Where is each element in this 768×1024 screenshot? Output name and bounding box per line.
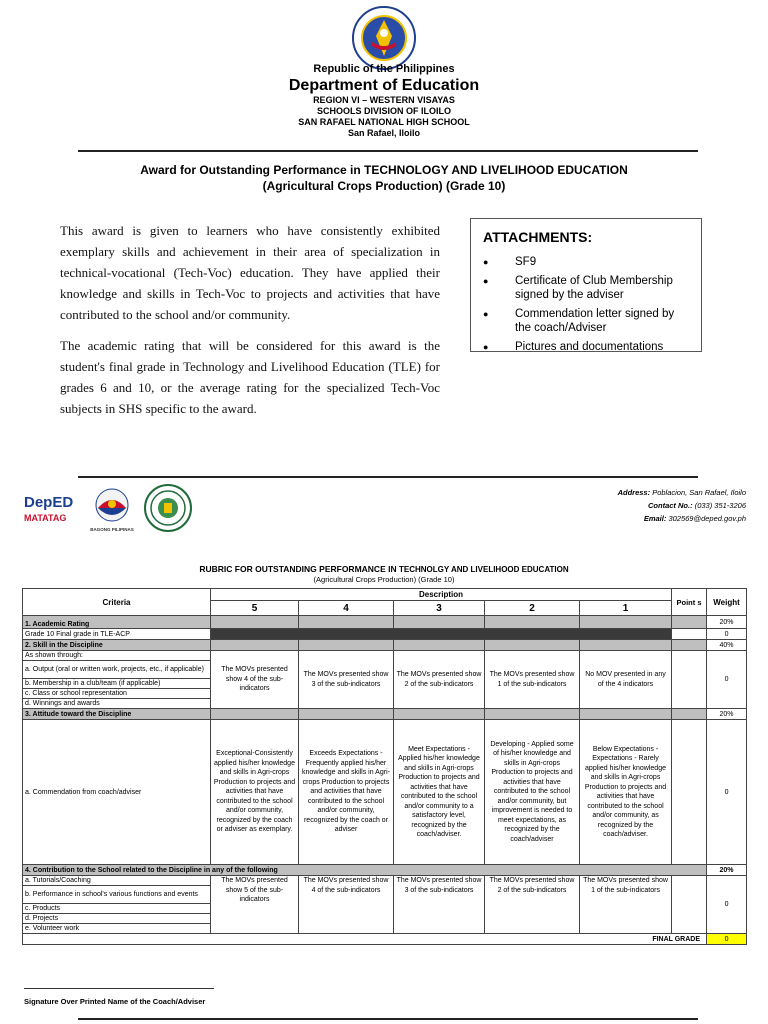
bagong-pilipinas-text: BAGONG PILIPINAS bbox=[90, 527, 134, 532]
description-header: Description bbox=[211, 589, 672, 601]
weight-cell: 0 bbox=[707, 651, 747, 709]
description-cell: Exceptional-Consistently applied his/her knowledge and skills in Agri-crops Production to projects and activities that have contributed to the school and/or community, recognized by the coach or adviser as exemplary. bbox=[211, 720, 299, 865]
rubric-title-rest: TECHNOLGY AND LIVELIHOOD EDUCATION bbox=[398, 565, 569, 574]
description-cell: The MOVs presented show 1 of the sub-indicators bbox=[580, 876, 672, 934]
table-row bbox=[23, 651, 747, 661]
contact-block bbox=[440, 486, 746, 525]
score-header: 2 bbox=[485, 601, 580, 616]
description-cell: No MOV presented in any of the 4 indicators bbox=[580, 651, 672, 709]
division-text: SCHOOLS DIVISION OF ILOILO bbox=[316, 106, 451, 116]
award-title-line2: (Agricultural Crops Production) (Grade 10) bbox=[262, 179, 506, 193]
criteria-cell: c. Class or school representation bbox=[23, 689, 211, 699]
footer-divider bbox=[78, 476, 698, 478]
rubric-title-bold: RUBRIC FOR OUTSTANDING PERFORMANCE IN bbox=[199, 564, 397, 574]
signature-label: Signature Over Printed Name of the Coach/Adviser bbox=[24, 997, 206, 1006]
table-row bbox=[23, 934, 747, 945]
section-label: 2. Skill in the Discipline bbox=[23, 640, 211, 651]
final-grade-label: FINAL GRADE bbox=[23, 934, 707, 945]
points-cell bbox=[672, 629, 707, 640]
description-cell: The MOVs presented show 2 of the sub-indicators bbox=[485, 876, 580, 934]
attachment-item: ● Commendation letter signed by the coach/Adviser bbox=[483, 307, 689, 335]
address-label: Address: bbox=[617, 488, 651, 497]
score-header: 5 bbox=[211, 601, 299, 616]
criteria-cell: As shown through: bbox=[23, 651, 211, 661]
final-grade-value: 0 bbox=[707, 934, 747, 945]
points-cell bbox=[672, 720, 707, 865]
grey-cell bbox=[299, 616, 394, 629]
deped-seal-icon bbox=[352, 6, 416, 70]
dark-cell bbox=[211, 629, 672, 640]
table-row bbox=[23, 709, 747, 720]
rubric-title bbox=[0, 564, 768, 585]
weight-header: Weight bbox=[707, 589, 747, 616]
table-row bbox=[23, 640, 747, 651]
deped-logo-text: DepED bbox=[24, 494, 74, 511]
rubric-title-line bbox=[0, 564, 768, 575]
grey-cell bbox=[211, 640, 299, 651]
description-cell: Developing - Applied some of his/her knowledge and skills in Agri-crops Production to projects and activities that have contributed to the school and/or community, but improvement is needed to meet expectations, as recognized by the coach/adviser bbox=[485, 720, 580, 865]
address-line bbox=[440, 486, 746, 499]
description-cell: Exceeds Expectations - Frequently applied his/her knowledge and skills in Agri-crops Production to projects and activities that have contributed to the school and/or community, recognized by the coach or adviser bbox=[299, 720, 394, 865]
description-cell: The MOVs presented show 2 of the sub-indicators bbox=[394, 651, 485, 709]
grey-cell bbox=[394, 709, 485, 720]
grey-cell bbox=[211, 616, 299, 629]
email-value: 302569@deped.gov.ph bbox=[668, 514, 746, 523]
deped-logo bbox=[24, 488, 84, 534]
grey-cell bbox=[672, 640, 707, 651]
header-block bbox=[0, 62, 768, 139]
signature-line bbox=[24, 988, 214, 989]
weight-cell: 0 bbox=[707, 876, 747, 934]
award-title bbox=[0, 162, 768, 194]
paragraph-2: The academic rating that will be considered for this award is the student's final grade in Technology and Livelihood Education (TLE) for grades 6 and 10, or the average rating for the specialized Tech-Voc subjects in SHS specific to the award. bbox=[60, 338, 440, 416]
grey-cell bbox=[580, 709, 672, 720]
section-label: 3. Attitude toward the Discipline bbox=[23, 709, 211, 720]
award-description bbox=[60, 220, 440, 419]
seal-text bbox=[0, 0, 1, 1]
table-row bbox=[23, 720, 747, 865]
grey-cell bbox=[211, 709, 299, 720]
criteria-cell: b. Membership in a club/team (if applicable) bbox=[23, 679, 211, 689]
score-header: 3 bbox=[394, 601, 485, 616]
description-cell: The MOVs presented show 1 of the sub-indicators bbox=[485, 651, 580, 709]
grey-cell bbox=[299, 709, 394, 720]
republic-text: Republic of the Philippines bbox=[313, 63, 455, 75]
grey-cell bbox=[580, 640, 672, 651]
rubric-subtitle: (Agricultural Crops Production) (Grade 10) bbox=[313, 575, 455, 584]
section-label: 1. Academic Rating bbox=[23, 616, 211, 629]
description-cell: The MOVs presented show 4 of the sub-indicators bbox=[299, 876, 394, 934]
location-text: San Rafael, Iloilo bbox=[347, 128, 421, 138]
attachment-item: ● SF9 bbox=[483, 255, 689, 269]
attachment-item: ● Certificate of Club Membership signed by the adviser bbox=[483, 274, 689, 302]
criteria-cell: e. Volunteer work bbox=[23, 924, 211, 934]
weight-cell: 0 bbox=[707, 629, 747, 640]
table-row bbox=[23, 629, 747, 640]
grey-cell bbox=[299, 640, 394, 651]
description-cell: The MOVs presented show 5 of the sub-indicators bbox=[211, 876, 299, 934]
grey-cell bbox=[580, 616, 672, 629]
criteria-header: Criteria bbox=[23, 589, 211, 616]
table-row bbox=[23, 876, 747, 886]
score-header: 1 bbox=[580, 601, 672, 616]
bagong-pilipinas-logo bbox=[90, 488, 134, 534]
section-weight: 20% bbox=[707, 709, 747, 720]
criteria-cell: a. Commendation from coach/adviser bbox=[23, 720, 211, 865]
description-cell: The MOVs presented show 3 of the sub-indicators bbox=[299, 651, 394, 709]
address-value: Poblacion, San Rafael, Iloilo bbox=[652, 488, 746, 497]
school-seal-icon bbox=[144, 484, 192, 532]
grey-cell bbox=[485, 640, 580, 651]
table-row bbox=[23, 616, 747, 629]
criteria-cell: d. Projects bbox=[23, 914, 211, 924]
grey-cell bbox=[485, 616, 580, 629]
school-text: SAN RAFAEL NATIONAL HIGH SCHOOL bbox=[298, 117, 470, 127]
paragraph-1: This award is given to learners who have consistently exhibited exemplary skills and achievement in their area of specialization in technical-vocational (Tech-Voc) education. They have applied their knowledge and skills in Tech-Voc to projects and activities that have contributed to the school and/or community. bbox=[60, 223, 440, 322]
criteria-cell: b. Performance in school's various functions and events bbox=[23, 886, 211, 904]
header-divider bbox=[78, 150, 698, 152]
points-header: Point s bbox=[672, 589, 707, 616]
attachments-box bbox=[470, 218, 702, 352]
grey-cell bbox=[672, 709, 707, 720]
section-label: 4. Contribution to the School related to the Discipline in any of the following bbox=[23, 865, 707, 876]
description-cell: Meet Expectations - Applied his/her knowledge and skills in Agri-crops Production to projects and activities that have contributed to the school and/or community to a satisfactory level, recognized by the coach/adviser. bbox=[394, 720, 485, 865]
weight-cell: 0 bbox=[707, 720, 747, 865]
grey-cell bbox=[394, 616, 485, 629]
score-header: 4 bbox=[299, 601, 394, 616]
points-cell bbox=[672, 651, 707, 709]
description-cell: The MOVs presented show 4 of the sub-indicators bbox=[211, 651, 299, 709]
contact-value: (033) 351-3206 bbox=[694, 501, 746, 510]
criteria-cell: a. Output (oral or written work, projects, etc., if applicable) bbox=[23, 661, 211, 679]
award-title-line1: Award for Outstanding Performance in TECHNOLOGY AND LIVELIHOOD EDUCATION bbox=[140, 163, 628, 177]
grey-cell bbox=[672, 616, 707, 629]
criteria-cell: d. Winnings and awards bbox=[23, 699, 211, 709]
bottom-divider bbox=[78, 1018, 698, 1020]
criteria-cell: a. Tutorials/Coaching bbox=[23, 876, 211, 886]
attachments-title: ATTACHMENTS: bbox=[483, 229, 593, 245]
contact-line bbox=[440, 499, 746, 512]
bagong-pilipinas-icon bbox=[94, 488, 130, 522]
contact-label: Contact No.: bbox=[648, 501, 693, 510]
rubric-table bbox=[22, 588, 747, 945]
table-row bbox=[23, 865, 747, 876]
criteria-cell: c. Products bbox=[23, 904, 211, 914]
attachment-item: ● Pictures and documentations bbox=[483, 340, 689, 354]
points-cell bbox=[672, 876, 707, 934]
school-logo bbox=[144, 484, 194, 534]
description-cell: The MOVs presented show 3 of the sub-indicators bbox=[394, 876, 485, 934]
deped-seal bbox=[352, 6, 416, 70]
description-cell: Below Expectations -Expectations - Rarely applied his/her knowledge and skills in Agri-crops Production to projects and activities that have contributed to the school and/or community, as recognized by the coach/adviser. bbox=[580, 720, 672, 865]
section-weight: 20% bbox=[707, 616, 747, 629]
criteria-cell: Grade 10 Final grade in TLE-ACP bbox=[23, 629, 211, 640]
department-text: Department of Education bbox=[288, 77, 480, 94]
matatag-text: MATATAG bbox=[24, 513, 67, 523]
section-weight: 20% bbox=[707, 865, 747, 876]
section-weight: 40% bbox=[707, 640, 747, 651]
region-text: REGION VI – WESTERN VISAYAS bbox=[313, 95, 455, 105]
email-line bbox=[440, 512, 746, 525]
email-label: Email: bbox=[643, 514, 667, 523]
grey-cell bbox=[485, 709, 580, 720]
grey-cell bbox=[394, 640, 485, 651]
